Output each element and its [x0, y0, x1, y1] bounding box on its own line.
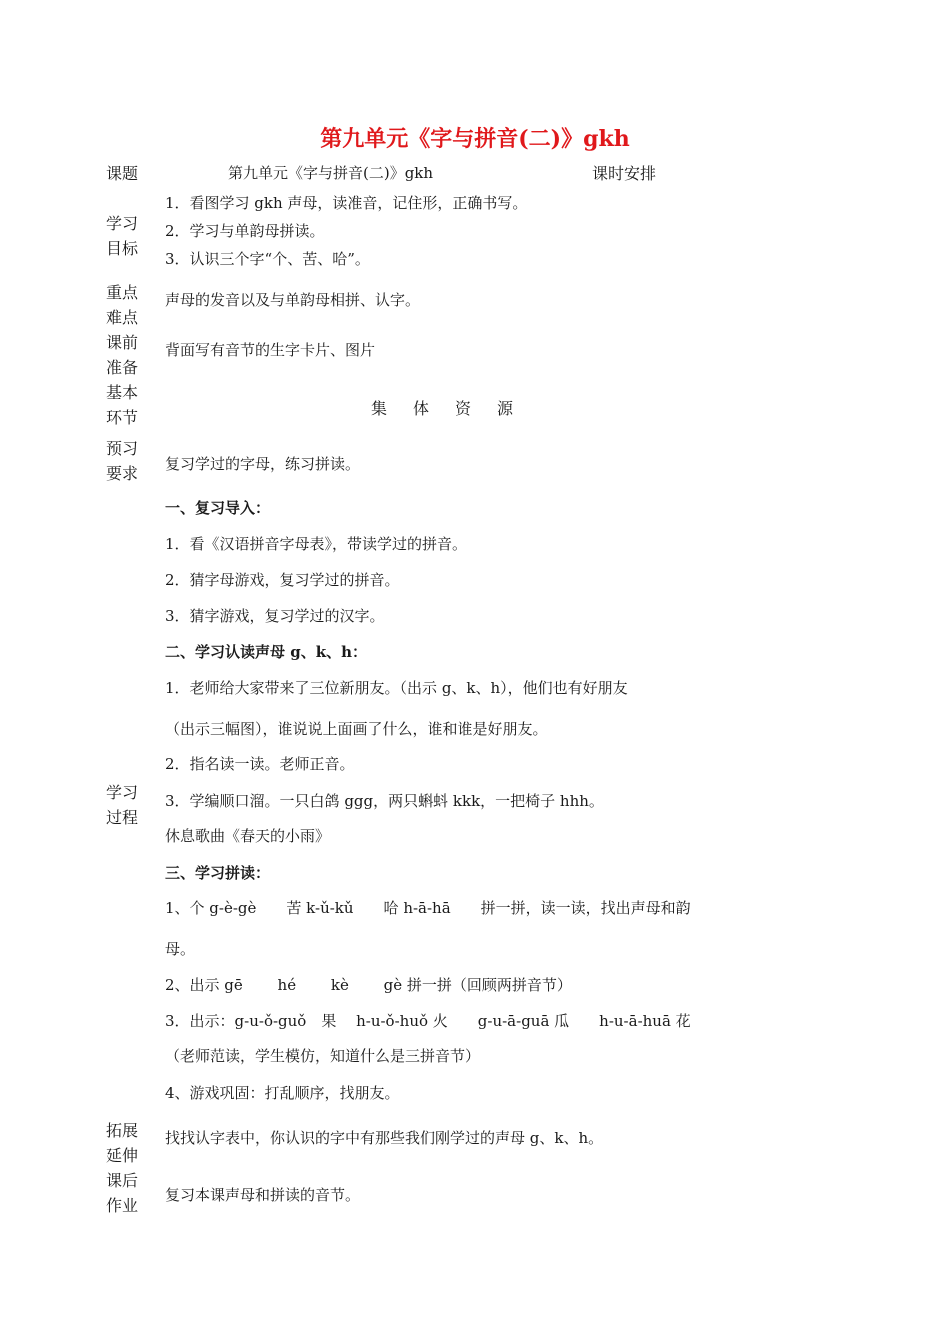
preparation-label-line-2: 准备: [106, 358, 139, 377]
objectives-label: [106, 211, 146, 261]
process-label: [106, 780, 146, 830]
extension-label-line-1: 拓展: [106, 1121, 139, 1140]
document-title: 第九单元《字与拼音(二)》gkh: [320, 126, 630, 152]
resource-char: 集: [371, 399, 388, 418]
basic-steps-label-line-2: 环节: [106, 408, 139, 427]
basic-steps-label-line-1: 基本: [106, 383, 139, 402]
objective-item: 3．认识三个字“个、苦、哈”。: [165, 250, 370, 268]
resource-char: 资: [455, 399, 472, 418]
process-line: 2．猜字母游戏，复习学过的拼音。: [165, 571, 400, 589]
objectives-label-line-1: 学习: [106, 214, 139, 233]
topic-label: 课题: [106, 164, 139, 183]
process-line: 3．学编顺口溜。一只白鸽 ggg，两只蝌蚪 kkk，一把椅子 hhh。: [165, 792, 604, 810]
key-points-label: [106, 280, 146, 330]
key-points-label-line-2: 难点: [106, 308, 139, 327]
objectives-label-line-2: 目标: [106, 239, 139, 258]
extension-text: 找找认字表中，你认识的字中有那些我们刚学过的声母 g、k、h。: [165, 1129, 604, 1147]
preview-label: [106, 436, 146, 486]
homework-text: 复习本课声母和拼读的音节。: [165, 1186, 361, 1204]
extension-label: [106, 1118, 146, 1168]
basic-steps-label: [106, 380, 146, 430]
section-heading: 二、学习认读声母 g、k、h：: [165, 643, 368, 661]
process-line: 1、个 g-è-gè 苦 k-ǔ-kǔ 哈 h-ā-hā 拼一拼，读一读，找出声母和韵: [165, 899, 691, 917]
objective-item: 1．看图学习 gkh 声母，读准音，记住形，正确书写。: [165, 194, 528, 212]
extension-label-line-2: 延伸: [106, 1146, 139, 1165]
process-line: （老师范读，学生模仿，知道什么是三拼音节）: [165, 1047, 481, 1065]
process-label-line-1: 学习: [106, 783, 139, 802]
process-line: 休息歌曲《春天的小雨》: [165, 827, 331, 845]
resource-char: 源: [497, 399, 514, 418]
homework-label-line-1: 课后: [106, 1171, 139, 1190]
process-line: 1．看《汉语拼音字母表》，带读学过的拼音。: [165, 535, 468, 553]
process-line: 3．猜字游戏，复习学过的汉字。: [165, 607, 385, 625]
homework-label: [106, 1168, 146, 1218]
process-line: 2、出示 gē hé kè gè 拼一拼（回顾两拼音节）: [165, 976, 572, 994]
preview-label-line-2: 要求: [106, 464, 139, 483]
preparation-text: 背面写有音节的生字卡片、图片: [165, 341, 376, 359]
objective-item: 2．学习与单韵母拼读。: [165, 222, 325, 240]
process-line: 4、游戏巩固：打乱顺序，找朋友。: [165, 1084, 400, 1102]
process-line: 2．指名读一读。老师正音。: [165, 755, 355, 773]
key-points-text: 声母的发音以及与单韵母相拼、认字。: [165, 291, 421, 309]
process-label-line-2: 过程: [106, 808, 139, 827]
process-line: 1．老师给大家带来了三位新朋友。（出示 g、k、h），他们也有好朋友: [165, 679, 628, 697]
section-heading: 三、学习拼读：: [165, 864, 271, 882]
schedule-label: 课时安排: [592, 164, 657, 183]
preparation-label: [106, 330, 146, 380]
process-line: 母。: [165, 940, 196, 958]
preview-label-line-1: 预习: [106, 439, 139, 458]
preview-text: 复习学过的字母，练习拼读。: [165, 455, 361, 473]
key-points-label-line-1: 重点: [106, 283, 139, 302]
topic-value: 第九单元《字与拼音(二)》gkh: [228, 164, 434, 182]
preparation-label-line-1: 课前: [106, 333, 139, 352]
resource-char: 体: [413, 399, 430, 418]
process-line: 3．出示：g-u-ǒ-guǒ 果 h-u-ǒ-huǒ 火 g-u-ā-guā 瓜 h-u-ā-huā 花: [165, 1012, 691, 1030]
section-heading: 一、复习导入：: [165, 499, 271, 517]
process-line: （出示三幅图），谁说说上面画了什么，谁和谁是好朋友。: [165, 720, 548, 738]
homework-label-line-2: 作业: [106, 1196, 139, 1215]
